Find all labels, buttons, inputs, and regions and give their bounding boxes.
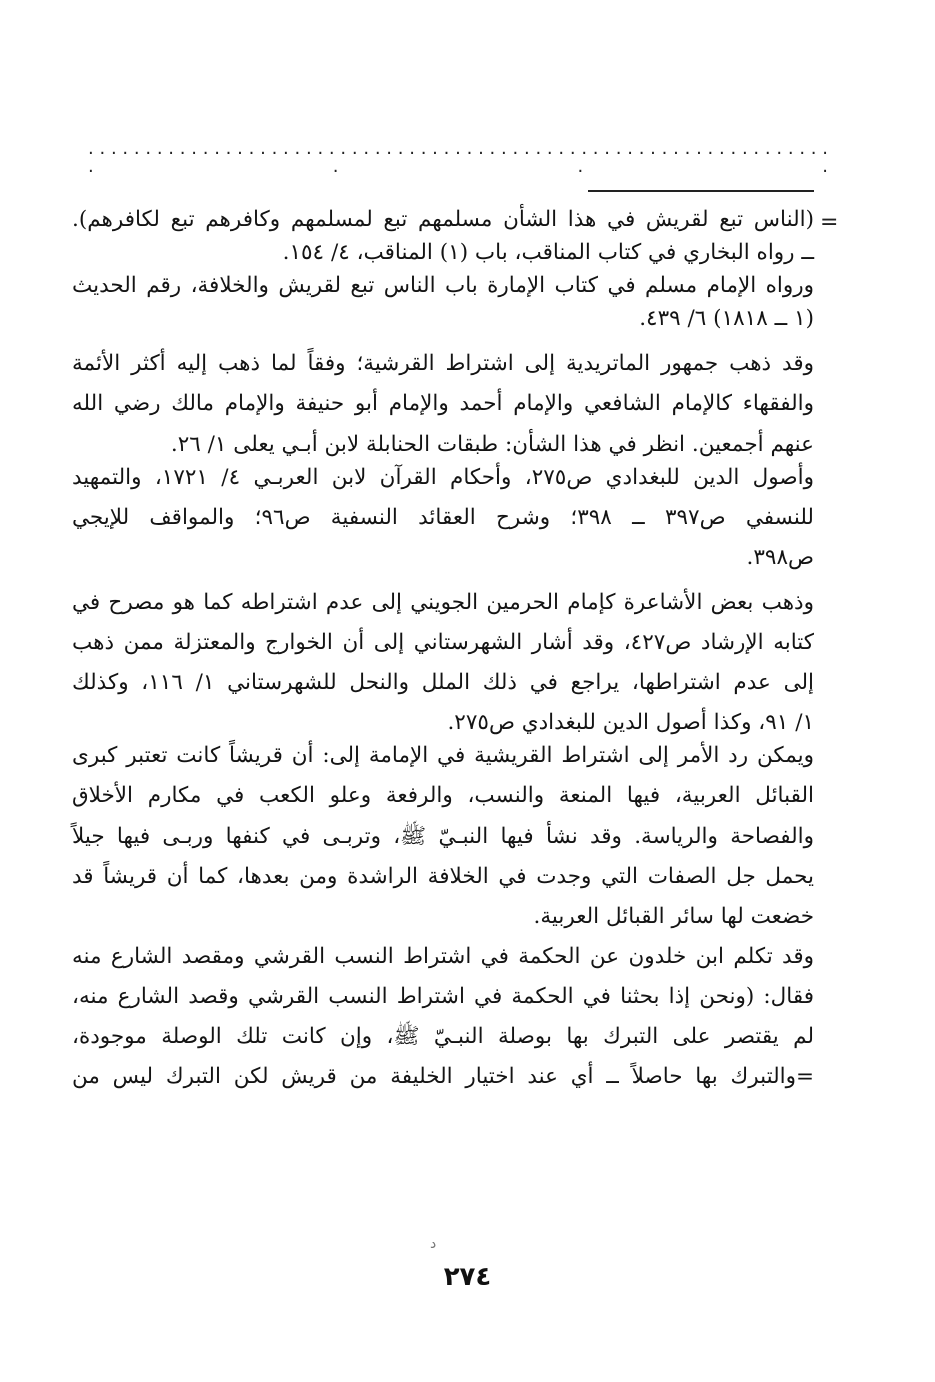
stray-mark: د xyxy=(430,1236,437,1252)
text-line: والفصاحة والرياسة. وقد نشأ فيها النبـيّ ﷺ، وتربـى في كنفها وربـى فيها جيلاً xyxy=(72,823,814,849)
text-line: ورواه الإمام مسلم في كتاب الإمارة باب الناس تبع لقريش والخلافة، رقم الحديث xyxy=(72,273,814,299)
text-line: (الناس تبع لقريش في هذا الشأن مسلمهم تبع لمسلمهم وكافرهم تبع لكافرهم). xyxy=(72,207,814,232)
text-line: فقال: (ونحن إذا بحثنا في الحكمة في اشتراط النسب القرشي وقصد الشارع منه، xyxy=(72,983,814,1009)
text-line: ــ رواه البخاري في كتاب المناقب، باب (١) المناقب، ٤/ ١٥٤. xyxy=(282,240,814,266)
text-line: (١ ــ ١٨١٨) ٦/ ٤٣٩. xyxy=(639,306,814,332)
end-continuation-mark: = xyxy=(795,1064,814,1090)
text-line: القبائل العربية، فيها المنعة والنسب، والرفعة وعلو الكعب في مكارم الأخلاق xyxy=(72,783,814,809)
text-line: يحمل جل الصفات التي وجدت في الخلافة الراشدة ومن بعدها، كما أن قريشاً قد xyxy=(72,863,814,889)
page-number: ٢٧٤ xyxy=(443,1262,492,1292)
text-line: ص٣٩٨. xyxy=(746,544,814,570)
text-line: ويمكن رد الأمر إلى اشتراط القريشية في الإمامة إلى: أن قريشاً كانت تعتبر كبرى xyxy=(72,743,814,769)
text-line: ١/ ٩١، وكذا أصول الدين للبغدادي ص٢٧٥. xyxy=(447,710,814,736)
footnote-rule xyxy=(588,190,814,192)
footnote-text xyxy=(72,203,814,1093)
text-line: لم يقتصر على التبرك بها بوصلة النبـيّ ﷺ، وإن كانت تلك الوصلة موجودة، xyxy=(72,1023,814,1049)
text-line: وقد تكلم ابن خلدون عن الحكمة في اشتراط النسب القرشي ومقصد الشارع منه xyxy=(72,943,814,969)
continuation-mark: = xyxy=(820,210,839,235)
text-line: وقد ذهب جمهور الماتريدية إلى اشتراط القرشية؛ وفقاً لما ذهب إليه أكثر الأئمة xyxy=(72,351,814,377)
last-line-text: والتبرك بها حاصلاً ــ أي عند اختيار الخليفة من قريش لكن التبرك ليس من xyxy=(72,1064,796,1090)
text-line: خضعت لها سائر القبائل العربية. xyxy=(533,903,814,929)
text-line: عنهم أجمعين. انظر في هذا الشأن: طبقات الحنابلة لابن أبـي يعلى ١/ ٢٦. xyxy=(170,431,814,457)
text-line: للنسفي ص٣٩٧ ــ ٣٩٨؛ وشرح العقائد النسفية ص٩٦؛ والمواقف للإيجي xyxy=(72,504,814,530)
text-line: وذهب بعض الأشاعرة كإمام الحرمين الجويني إلى عدم اشتراطه كما هو مصرح في xyxy=(72,589,814,615)
text-line: والفقهاء كالإمام الشافعي والإمام أحمد والإمام أبو حنيفة والإمام مالك رضي الله xyxy=(72,391,814,417)
text-line: وأصول الدين للبغدادي ص٢٧٥، وأحكام القرآن لابن العربـي ٤/ ١٧٢١، والتمهيد xyxy=(72,464,815,490)
text-line: إلى عدم اشتراطها، يراجع في ذلك الملل والنحل للشهرستاني ١/ ١١٦، وكذلك xyxy=(72,670,815,696)
text-line: كتابه الإرشاد ص٤٢٧، وقد أشار الشهرستاني إلى أن الخوارج والمعتزلة ممن ذهب xyxy=(72,630,814,656)
text-line xyxy=(72,1060,814,1093)
separator-dots: . . . . . . . . . . . . . . . . . . . . . . . . . . . . . . . . . . . . . . . . . . . . . . . . . . . . . . . . . . . . . . . . . . . . . xyxy=(88,138,828,177)
